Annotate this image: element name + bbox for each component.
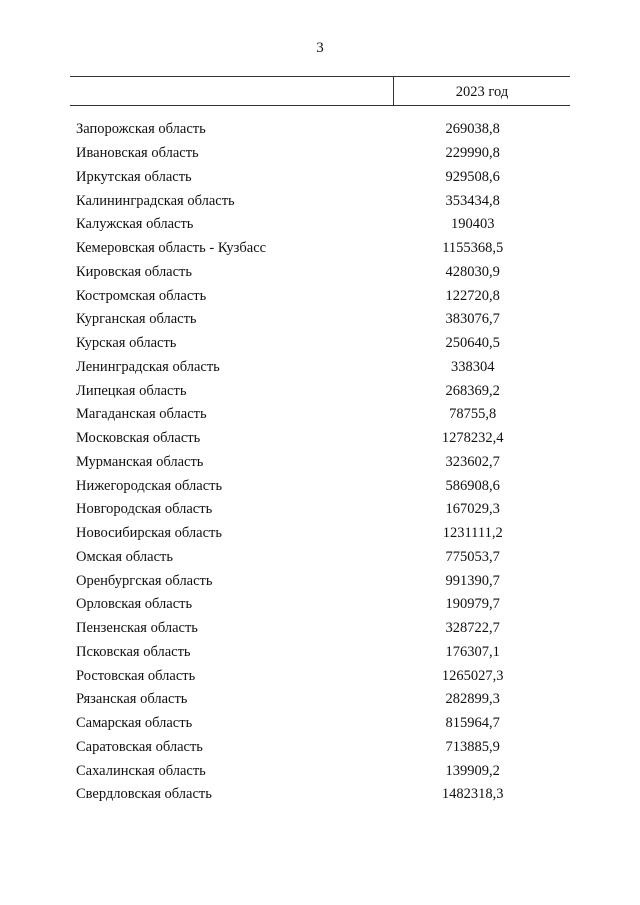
region-name: Нижегородская область <box>76 477 223 494</box>
region-value: 1231111,2 <box>442 525 503 542</box>
region-value: 176307,1 <box>445 643 500 660</box>
region-name: Новгородская область <box>76 501 213 518</box>
table-row <box>76 688 556 712</box>
table-row <box>76 641 556 665</box>
region-name: Мурманская область <box>76 453 204 470</box>
region-name: Пензенская область <box>76 620 198 637</box>
region-name: Костромская область <box>76 287 207 304</box>
region-name: Калининградская область <box>76 192 235 209</box>
region-value: 991390,7 <box>445 572 500 589</box>
region-value: 190403 <box>450 216 495 233</box>
region-value: 1278232,4 <box>441 430 504 447</box>
table-row <box>76 403 556 427</box>
region-name: Саратовская область <box>76 738 203 755</box>
region-value: 1155368,5 <box>442 240 504 257</box>
region-value: 338304 <box>450 358 495 375</box>
table-row <box>76 213 556 237</box>
table-row <box>76 451 556 475</box>
region-value: 323602,7 <box>445 453 500 470</box>
region-name: Кемеровская область - Кузбасс <box>76 240 267 257</box>
region-name: Курская область <box>76 335 177 352</box>
region-value: 1265027,3 <box>441 667 504 684</box>
region-name: Оренбургская область <box>76 572 213 589</box>
region-value: 428030,9 <box>445 263 500 280</box>
region-name: Омская область <box>76 548 173 565</box>
table-row <box>76 498 556 522</box>
table-row <box>76 546 556 570</box>
region-value: 929508,6 <box>445 168 500 185</box>
region-name: Орловская область <box>76 596 193 613</box>
year-column-header: 2023 год <box>455 84 509 100</box>
table-row <box>76 118 556 142</box>
table-row <box>76 664 556 688</box>
region-name: Свердловская область <box>76 786 212 803</box>
region-name: Магаданская область <box>76 406 207 423</box>
region-value: 268369,2 <box>445 382 500 399</box>
region-name: Калужская область <box>76 216 194 233</box>
region-value: 815964,7 <box>445 715 500 732</box>
table-row <box>76 308 556 332</box>
region-name: Самарская область <box>76 715 193 732</box>
table-row <box>76 379 556 403</box>
region-value: 713885,9 <box>445 738 500 755</box>
region-value: 586908,6 <box>445 477 500 494</box>
table-row <box>76 237 556 261</box>
region-value: 190979,7 <box>445 596 500 613</box>
table-row <box>76 522 556 546</box>
region-name: Новосибирская область <box>76 525 222 542</box>
page-number: 3 <box>316 40 324 56</box>
region-name: Иркутская область <box>76 168 192 185</box>
region-value: 353434,8 <box>445 192 500 209</box>
region-value: 328722,7 <box>445 620 500 637</box>
region-name: Рязанская область <box>76 691 188 708</box>
region-name: Ивановская область <box>76 145 199 162</box>
table-row <box>76 736 556 760</box>
region-name: Кировская область <box>76 263 193 280</box>
region-value: 139909,2 <box>445 762 500 779</box>
region-value: 269038,8 <box>445 121 500 138</box>
table-row <box>76 261 556 285</box>
region-name: Московская область <box>76 430 201 447</box>
region-name: Ростовская область <box>76 667 196 684</box>
table-row <box>76 356 556 380</box>
region-name: Курганская область <box>76 311 197 328</box>
region-value: 229990,8 <box>445 145 500 162</box>
region-name: Липецкая область <box>76 382 187 399</box>
region-name: Псковская область <box>76 643 191 660</box>
table-header <box>70 76 570 106</box>
region-value: 1482318,3 <box>441 786 504 803</box>
table-row <box>76 332 556 356</box>
region-value: 78755,8 <box>449 406 497 423</box>
table-body <box>76 118 556 807</box>
region-name: Сахалинская область <box>76 762 206 779</box>
region-value: 775053,7 <box>445 548 500 565</box>
table-row <box>76 142 556 166</box>
region-value: 383076,7 <box>445 311 500 328</box>
region-name: Запорожская область <box>76 121 206 138</box>
table-row <box>76 569 556 593</box>
table-row <box>76 759 556 783</box>
table-row <box>76 166 556 190</box>
table-row <box>76 427 556 451</box>
region-name: Ленинградская область <box>76 358 220 375</box>
region-value: 250640,5 <box>445 335 500 352</box>
table-row <box>76 593 556 617</box>
table-row <box>76 189 556 213</box>
region-value: 167029,3 <box>445 501 500 518</box>
table-row <box>76 474 556 498</box>
table-row <box>76 712 556 736</box>
region-value: 122720,8 <box>445 287 500 304</box>
table-row <box>76 284 556 308</box>
region-value: 282899,3 <box>445 691 500 708</box>
table-row <box>76 783 556 807</box>
table-row <box>76 617 556 641</box>
